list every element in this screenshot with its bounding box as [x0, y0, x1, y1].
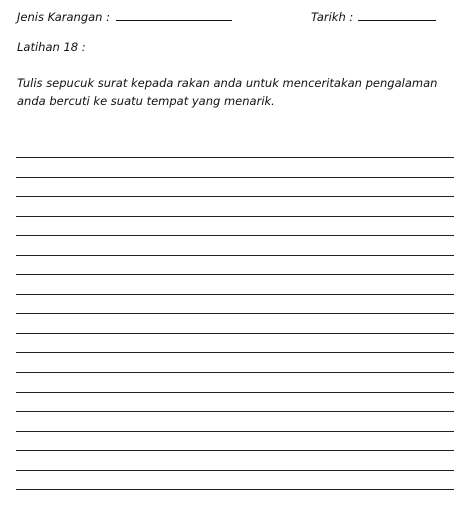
writing-line[interactable] [16, 216, 454, 236]
writing-area[interactable] [16, 157, 454, 509]
writing-line[interactable] [16, 352, 454, 372]
writing-line[interactable] [16, 489, 454, 509]
writing-line[interactable] [16, 157, 454, 177]
writing-line[interactable] [16, 274, 454, 294]
writing-line[interactable] [16, 450, 454, 470]
date-blank[interactable] [358, 8, 436, 21]
writing-line[interactable] [16, 372, 454, 392]
date-field [311, 8, 436, 24]
writing-line[interactable] [16, 255, 454, 275]
writing-line[interactable] [16, 294, 454, 314]
writing-line[interactable] [16, 177, 454, 197]
writing-line[interactable] [16, 431, 454, 451]
exercise-instruction: Tulis sepucuk surat kepada rakan anda untuk menceritakan pengalaman anda bercuti ke suatu tempat yang menarik. [17, 76, 438, 108]
writing-line[interactable] [16, 392, 454, 412]
writing-line[interactable] [16, 313, 454, 333]
date-label: Tarikh : [311, 10, 354, 24]
writing-line[interactable] [16, 196, 454, 216]
genre-field [17, 8, 232, 24]
writing-line[interactable] [16, 411, 454, 431]
exercise-title: Latihan 18 : [17, 40, 86, 54]
writing-line[interactable] [16, 235, 454, 255]
genre-label: Jenis Karangan : [17, 10, 111, 24]
writing-line[interactable] [16, 470, 454, 490]
writing-line[interactable] [16, 333, 454, 353]
genre-blank[interactable] [116, 8, 232, 21]
